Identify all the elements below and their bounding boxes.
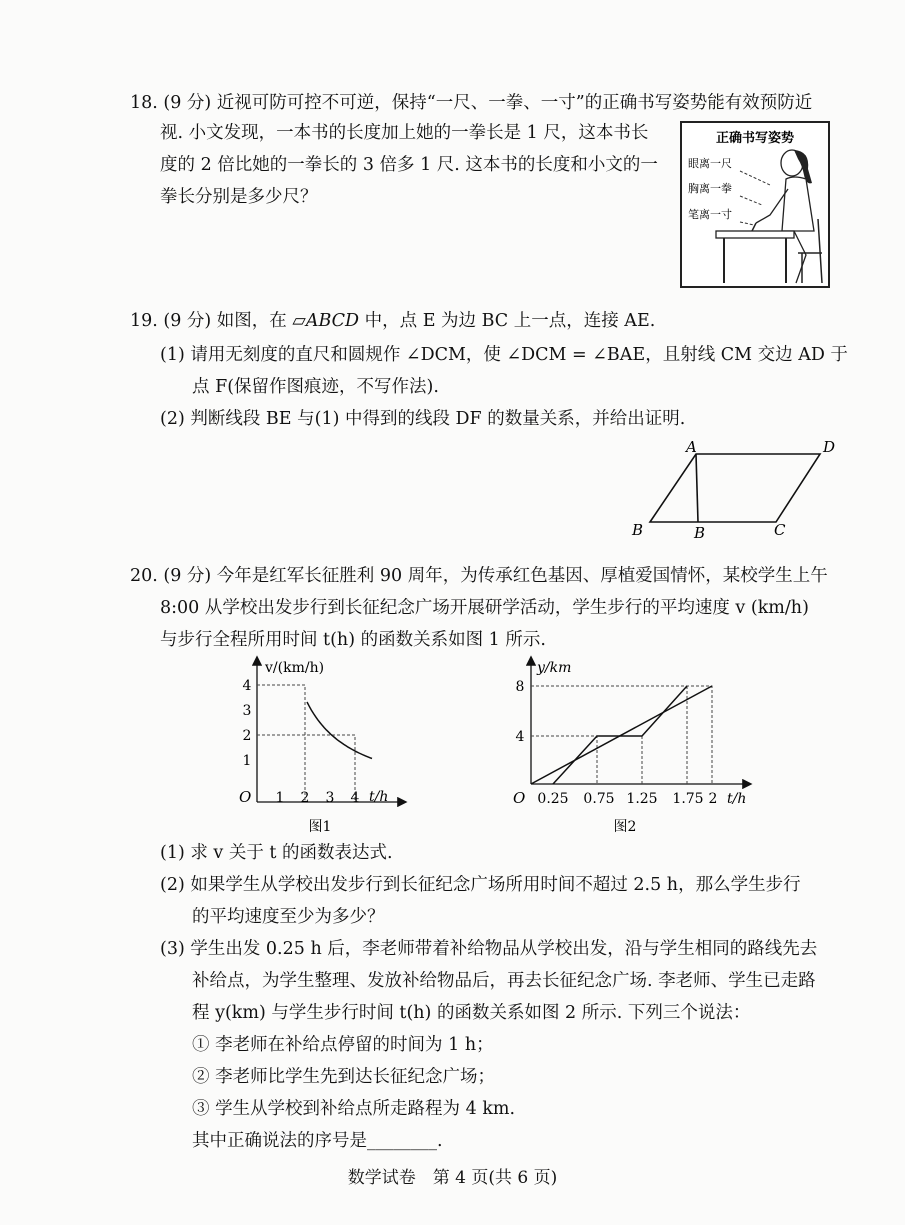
q20-line-2: 8:00 从学校出发步行到长征纪念广场开展研学活动，学生步行的平均速度 v (km/h) <box>160 598 809 618</box>
fig2-xtick-0.25: 0.25 <box>537 791 569 807</box>
q19-part1-line-2: 点 F(保留作图痕迹，不写作法). <box>192 377 439 397</box>
q19-part2: (2) 判断线段 BE 与(1) 中得到的线段 DF 的数量关系，并给出证明. <box>160 409 686 429</box>
fig2-xtick-0.75: 0.75 <box>583 791 615 807</box>
q20-statement-3: ③ 学生从学校到补给点所走路程为 4 km. <box>192 1099 516 1119</box>
fig1-caption: 图1 <box>308 819 332 835</box>
q20-part3-line-2: 补给点，为学生整理、发放补给物品后，再去长征纪念广场. 李老师、学生已走路 <box>192 971 816 991</box>
q20-line-1: 20. (9 分) 今年是红军长征胜利 90 周年，为传承红色基因、厚植爱国情怀，某校学生上午 <box>130 566 828 586</box>
figure-1 <box>225 652 425 837</box>
fig2-y-label: y/km <box>537 660 572 676</box>
q20-statement-2: ② 李老师比学生先到达长征纪念广场； <box>192 1067 496 1087</box>
fig2-x-label: t/h <box>727 791 747 807</box>
fig1-ytick-4: 4 <box>242 678 252 694</box>
fig1-xtick-2: 2 <box>300 790 310 806</box>
q20-part2-line-2: 的平均速度至少为多少？ <box>192 907 385 927</box>
writing-posture-illustration <box>680 121 830 288</box>
q20-part1: (1) 求 v 关于 t 的函数表达式. <box>160 843 393 863</box>
fig2-ytick-4: 4 <box>515 729 525 745</box>
illustration-label-pen: 笔离一寸 <box>688 208 732 221</box>
vertex-c-label: C <box>774 521 786 539</box>
q20-statement-1: ① 李老师在补给点停留的时间为 1 h； <box>192 1035 494 1055</box>
fig2-student-line <box>531 686 712 784</box>
fig1-ytick-2: 2 <box>242 728 252 744</box>
girl-legs <box>794 231 806 283</box>
fig2-xtick-1.25: 1.25 <box>626 791 658 807</box>
fig1-xtick-3: 3 <box>325 790 335 806</box>
fig2-origin: O <box>513 789 526 807</box>
vertex-a-label: A <box>686 438 697 456</box>
parallelogram-figure <box>620 432 850 547</box>
q19-intro-prefix: 19. (9 分) 如图，在 <box>130 311 293 331</box>
illustration-label-chest: 胸离一拳 <box>688 182 732 195</box>
q18-line-1: 18. (9 分) 近视可防可控不可逆，保持“一尺、一拳、一寸”的正确书写姿势能有效预防近 <box>130 93 813 113</box>
q19-intro-suffix: 中，点 E 为边 BC 上一点，连接 AE. <box>359 311 656 331</box>
fig1-ytick-3: 3 <box>242 703 252 719</box>
segment-ae <box>696 454 698 522</box>
q20-part2-line-1: (2) 如果学生从学校出发步行到长征纪念广场所用时间不超过 2.5 h，那么学生步行 <box>160 875 801 895</box>
q20-part3-line-1: (3) 学生出发 0.25 h 后，李老师带着补给物品从学校出发，沿与学生相同的路线先去 <box>160 939 818 959</box>
fig2-caption: 图2 <box>613 819 637 835</box>
fig1-guide-2-4 <box>257 685 305 802</box>
fig2-guide-0.75 <box>531 736 597 784</box>
q18-line-4: 拳长分别是多少尺？ <box>160 187 318 207</box>
vertex-d-label: D <box>823 438 836 456</box>
desk-top <box>716 231 794 238</box>
fig1-y-label: v/(km/h) <box>265 660 325 676</box>
girl-body <box>782 177 814 231</box>
pen-leader-line <box>740 222 754 225</box>
fig1-x-label: t/h <box>369 789 389 805</box>
fig2-xtick-1.75: 1.75 <box>672 791 704 807</box>
q19-part1-line-1: (1) 请用无刻度的直尺和圆规作 ∠DCM，使 ∠DCM = ∠BAE，且射线 CM 交边 AD 于 <box>160 345 848 365</box>
fig2-xtick-2: 2 <box>708 791 718 807</box>
figure-2 <box>505 652 765 837</box>
q20-answer-prompt: 其中正确说法的序号是________. <box>192 1131 443 1151</box>
vertex-b-label: B <box>632 521 644 539</box>
q20-part3-line-3: 程 y(km) 与学生步行时间 t(h) 的函数关系如图 2 所示. 下列三个说法： <box>192 1003 751 1023</box>
q20-line-3: 与步行全程所用时间 t(h) 的函数关系如图 1 所示. <box>160 630 546 650</box>
page-footer: 数学试卷 第 4 页(共 6 页) <box>347 1168 558 1188</box>
q18-line-3: 度的 2 倍比她的一拳长的 3 倍多 1 尺. 这本书的长度和小文的一 <box>160 155 658 175</box>
fig1-xtick-1: 1 <box>275 790 285 806</box>
illustration-title: 正确书写姿势 <box>715 131 795 146</box>
fig1-xtick-4: 4 <box>350 790 360 806</box>
fig1-curve <box>307 702 372 759</box>
parallelogram-abcd <box>650 454 820 522</box>
fig1-origin: O <box>239 788 252 806</box>
fig2-ytick-8: 8 <box>515 679 525 695</box>
eye-leader-line <box>740 171 770 185</box>
q18-line-2: 视. 小文发现，一本书的长度加上她的一拳长是 1 尺，这本书长 <box>160 123 649 143</box>
fig1-ytick-1: 1 <box>242 753 252 769</box>
q19-parallelogram-name: ▱ABCD <box>292 311 360 331</box>
chest-leader-line <box>740 196 762 205</box>
writing-posture-drawing <box>682 123 828 286</box>
q19-intro <box>130 310 655 332</box>
illustration-label-eye: 眼离一尺 <box>688 157 732 170</box>
point-e-label: B <box>694 524 706 542</box>
